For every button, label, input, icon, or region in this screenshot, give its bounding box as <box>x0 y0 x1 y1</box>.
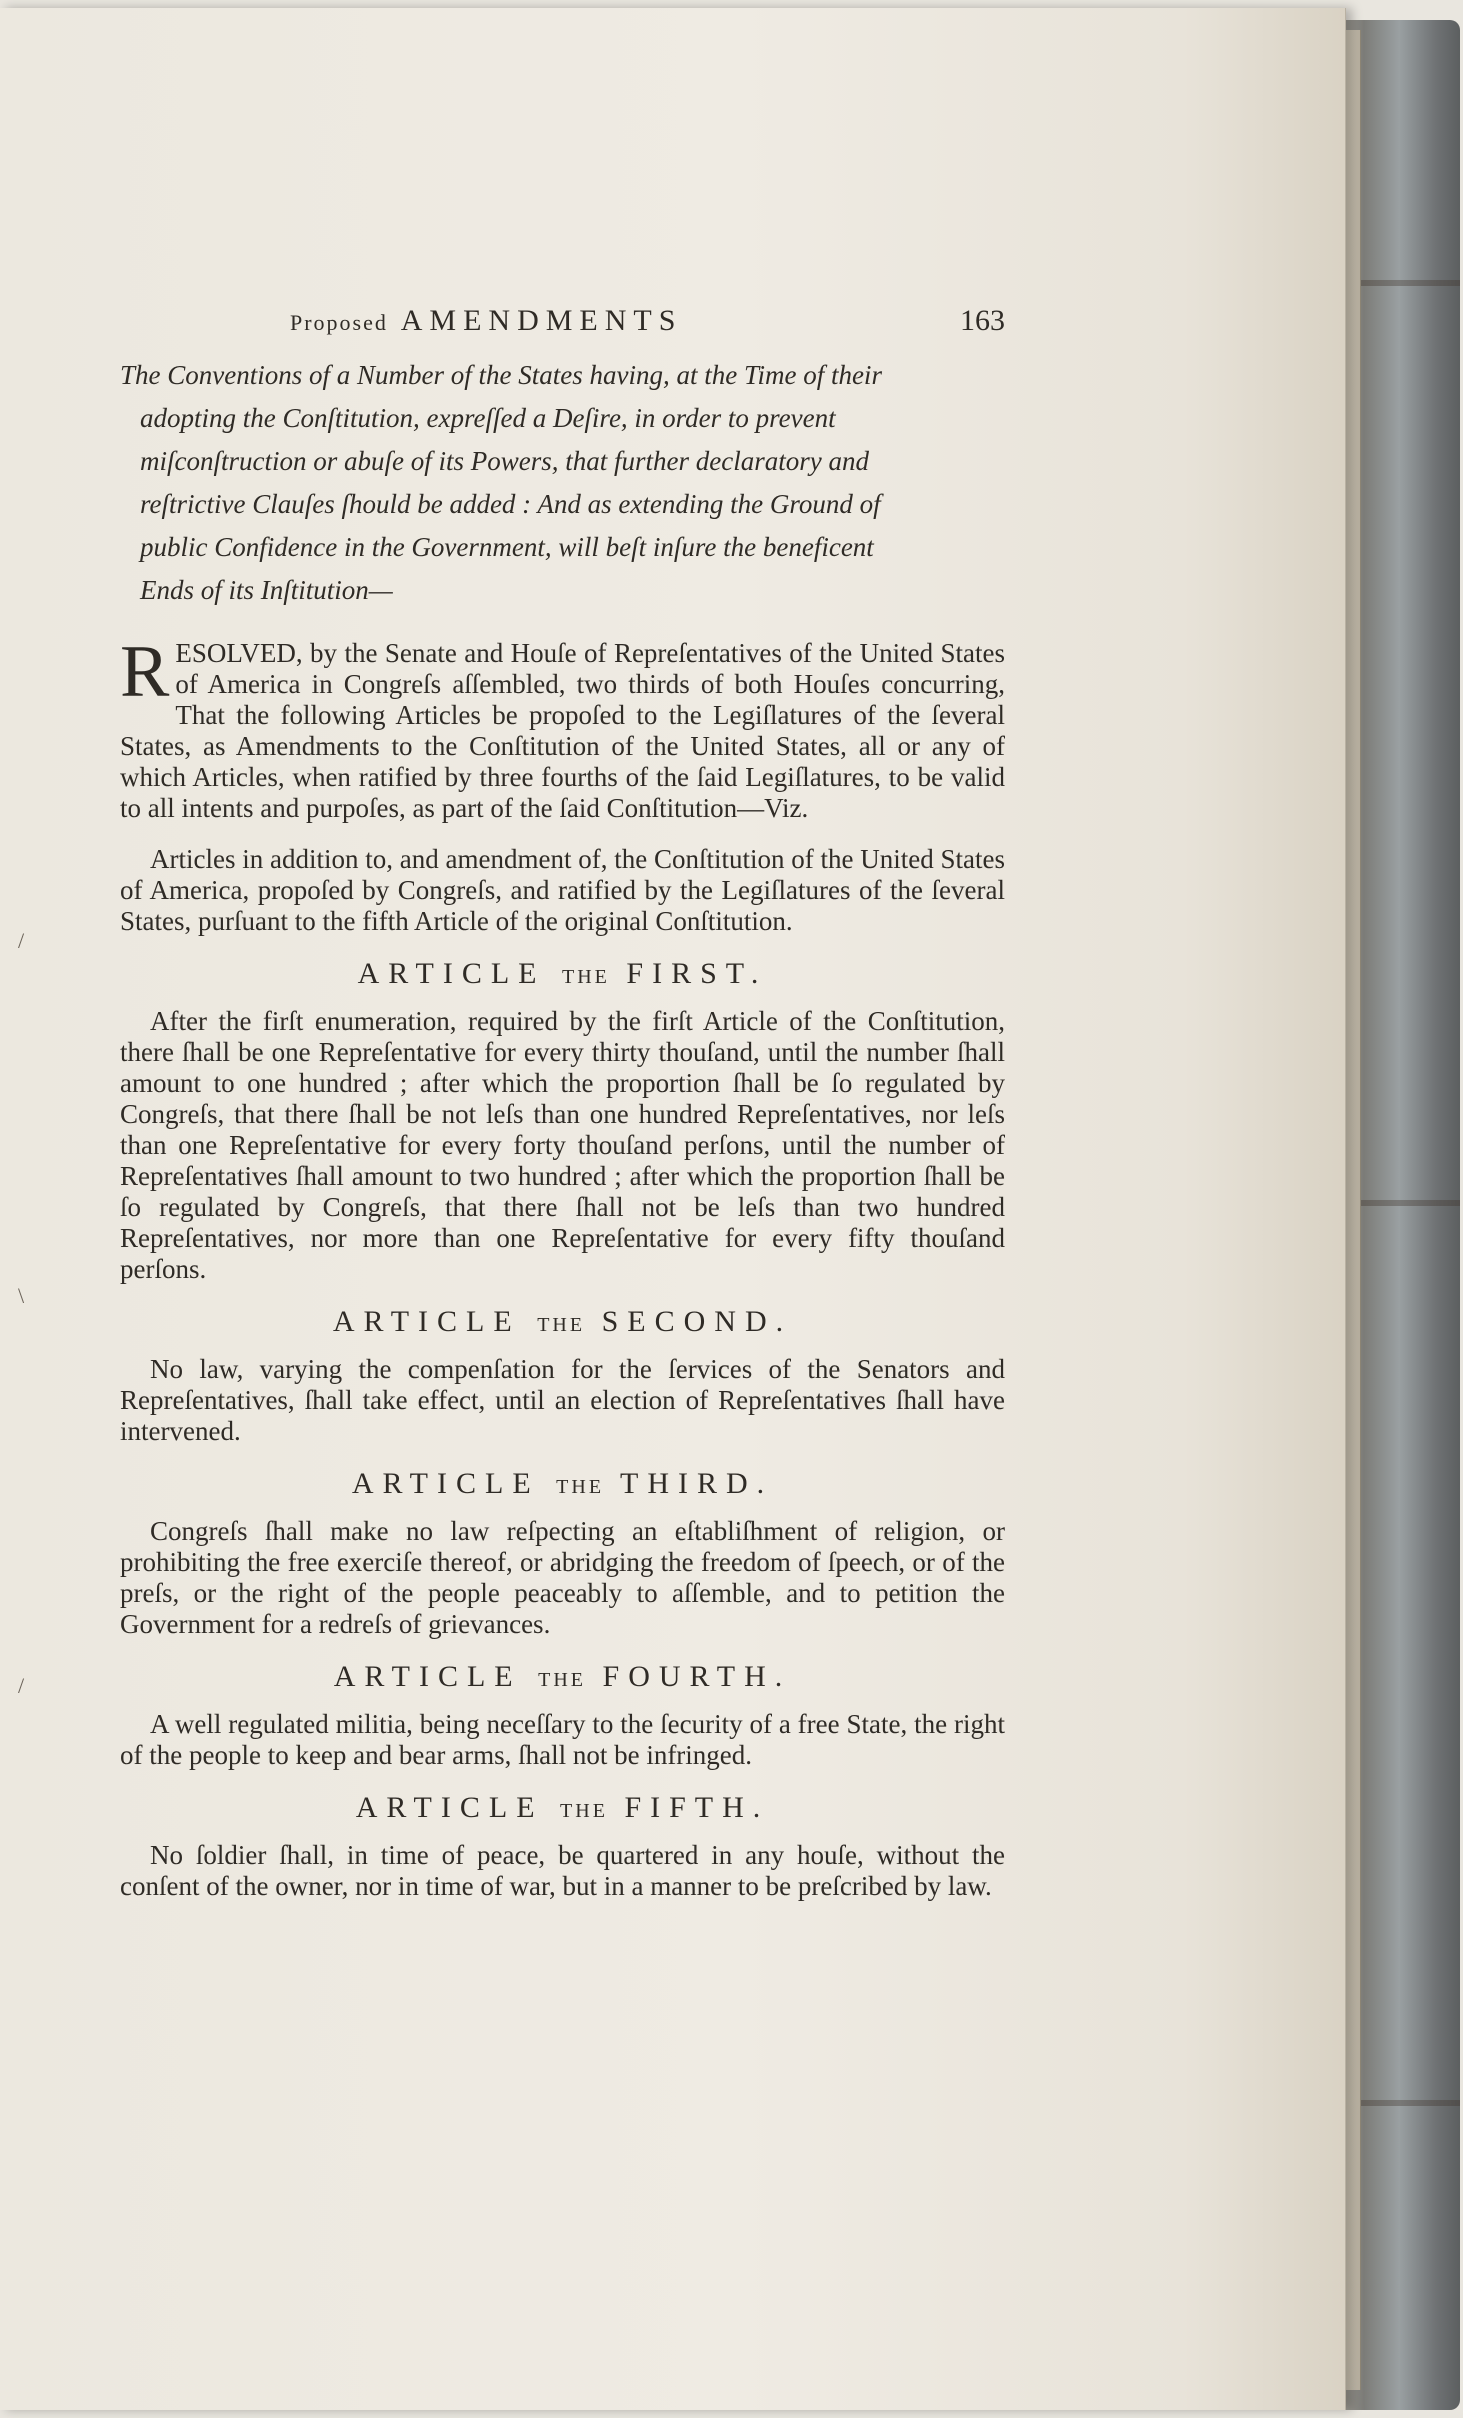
article-word: ARTICLE <box>355 1791 544 1824</box>
preamble-line: miſconſtruction or abuſe of its Powers, that further declaratory and <box>140 446 869 476</box>
article-ordinal: THIRD. <box>620 1467 774 1500</box>
margin-mark: \ <box>18 1283 25 1308</box>
article-text: No ſoldier ſhall, in time of peace, be quartered in any houſe, without the conſent of the owner, nor in time of war, but in a manner to be preſcribed by law. <box>120 1840 1005 1901</box>
article-text: No law, varying the compenſation for the ſervices of the Senators and Repreſentatives, ſhall take effect, until an election of Repreſentatives ſhall have intervened. <box>120 1354 1005 1446</box>
article-the: THE <box>556 1476 605 1498</box>
preamble-line: The Conventions of a Number of the States having, at the Time of their <box>120 360 882 390</box>
preamble-line: public Confidence in the Government, will beſt inſure the beneficent <box>140 532 874 562</box>
running-head-prefix: Proposed <box>290 310 388 335</box>
preamble-line: adopting the Conſtitution, expreſſed a Deſire, in order to prevent <box>140 403 836 433</box>
preamble-line: reſtrictive Clauſes ſhould be added : And as extending the Ground of <box>140 489 881 519</box>
article-ordinal: FIRST. <box>626 957 768 990</box>
article-ordinal: FIFTH. <box>624 1791 770 1824</box>
running-head <box>120 298 1005 344</box>
article-ordinal: SECOND. <box>601 1305 793 1338</box>
article-the: THE <box>538 1669 587 1691</box>
page-number: 163 <box>960 304 1005 337</box>
article-word: ARTICLE <box>351 1467 540 1500</box>
article <box>120 1305 1005 1447</box>
document-page <box>0 8 1346 2410</box>
drop-cap: R <box>120 631 170 713</box>
article-word: ARTICLE <box>357 957 546 990</box>
article-heading <box>120 1660 1005 1697</box>
article-ordinal: FOURTH. <box>602 1660 792 1693</box>
article <box>120 957 1005 1285</box>
article-word: ARTICLE <box>333 1660 522 1693</box>
article-text: A well regulated militia, being neceſſary to the ſecurity of a free State, the right of the people to keep and bear arms, ſhall not be infringed. <box>120 1709 1005 1770</box>
preamble <box>120 354 1005 612</box>
article-word: ARTICLE <box>332 1305 521 1338</box>
resolved-paragraph <box>120 631 1005 824</box>
article-the: THE <box>562 966 610 988</box>
margin-mark: / <box>18 1673 25 1698</box>
preamble-line: Ends of its Inſtitution— <box>140 575 393 605</box>
margin-mark: / <box>18 928 25 953</box>
resolved-text: ESOLVED, by the Senate and Houſe of Repreſentatives of the United States of America in Congreſs aſſembled, two thirds of both Houſes concurring, That the following Articles be propoſed to the Legiſlatures of the ſeveral States, as Amendments to the Conſtitution of the United States, all or any of which Articles, when ratified by three fourths of the ſaid Legiſlatures, to be valid to all intents and purpoſes, as part of the ſaid Conſtitution—Viz. <box>120 638 1005 823</box>
article-heading <box>120 1791 1005 1828</box>
article <box>120 1467 1005 1640</box>
article-text: After the firſt enumeration, required by the firſt Article of the Conſtitution, there ſhall be one Repreſentative for every thirty thouſand, until the number ſhall amount to one hundred ; after which the proportion ſhall be ſo regulated by Congreſs, that there ſhall be not leſs than one hundred Repreſentatives, nor leſs than one Repreſentative for every forty thouſand perſons, until the number of Repreſentatives ſhall amount to two hundred ; after which the proportion ſhall be ſo regulated by Congreſs, that there ſhall not be leſs than two hundred Repreſentatives, nor more than one Repreſentative for every fifty thouſand perſons. <box>120 1006 1005 1284</box>
article-heading <box>120 1467 1005 1504</box>
articles-intro: Articles in addition to, and amendment of, the Conſtitution of the United States of America, propoſed by Congreſs, and ratified by the Legiſlatures of the ſeveral States, purſuant to the fifth Article of the original Conſtitution. <box>120 844 1005 936</box>
article-the: THE <box>537 1314 586 1336</box>
page-text <box>120 298 1005 1922</box>
article-heading <box>120 957 1005 994</box>
article-heading <box>120 1305 1005 1342</box>
article-the: THE <box>560 1800 608 1822</box>
article <box>120 1660 1005 1771</box>
running-head-title <box>290 304 682 338</box>
article-text: Congreſs ſhall make no law reſpecting an eſtabliſhment of religion, or prohibiting the free exerciſe thereof, or abridging the freedom of ſpeech, or of the preſs, or the right of the people peaceably to aſſemble, and to petition the Government for a redreſs of grievances. <box>120 1516 1005 1639</box>
article <box>120 1791 1005 1902</box>
running-head-main: AMENDMENTS <box>400 304 683 337</box>
